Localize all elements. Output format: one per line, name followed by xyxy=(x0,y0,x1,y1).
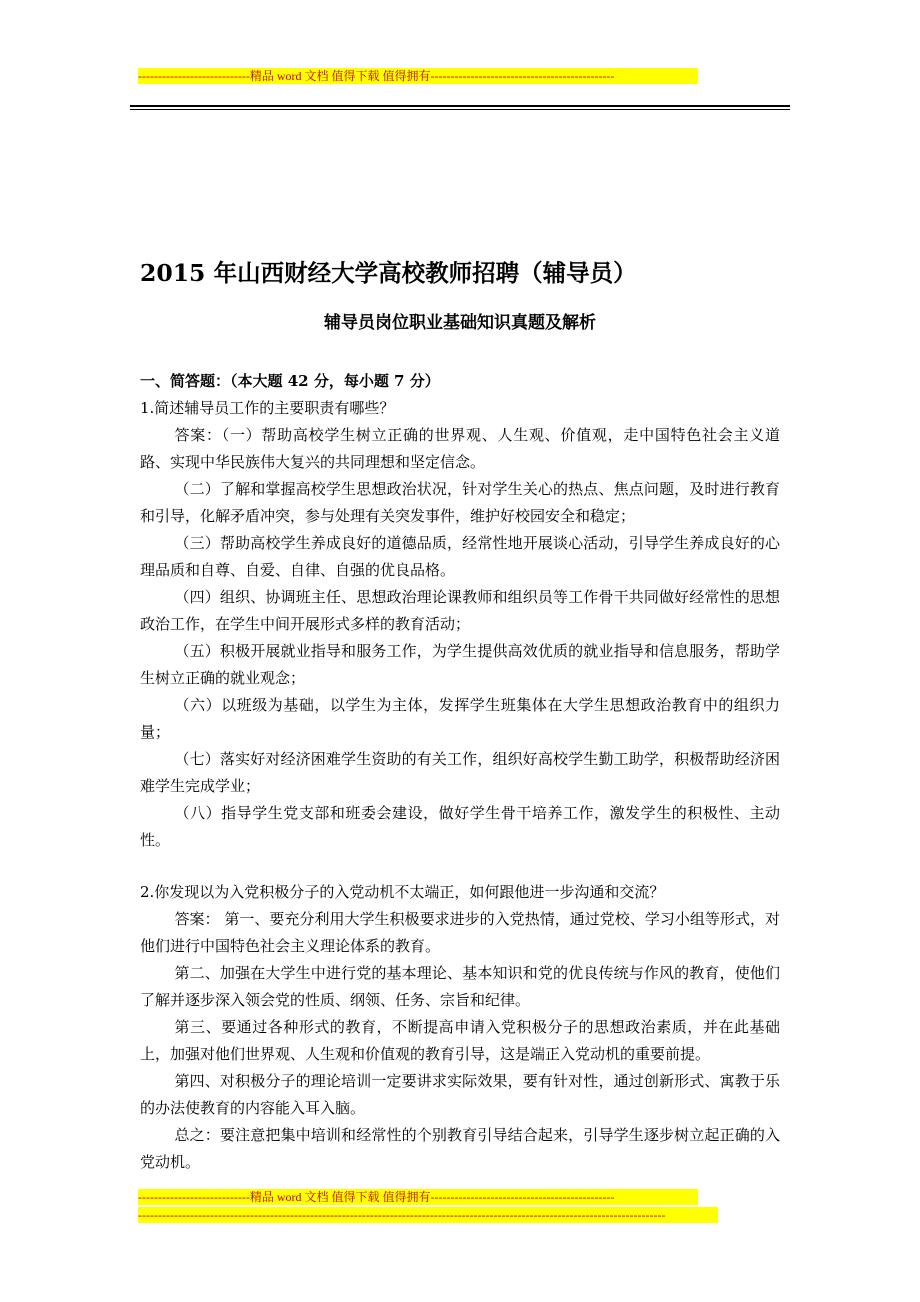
header-watermark-banner: ----------------------------精品 word 文档 值得下载 值得拥有---------------------------------------------- xyxy=(138,68,698,84)
q2-answer-paragraph: 总之：要注意把集中培训和经常性的个别教育引导结合起来，引导学生逐步树立起正确的入党动机。 xyxy=(140,1126,780,1171)
footer-watermark-banner: ----------------------------精品 word 文档 值得下载 值得拥有---------------------------------------------- xyxy=(138,1189,698,1205)
section-heading: 一、简答题：（本大题 42 分，每小题 7 分） xyxy=(140,372,440,390)
header-rule-thick xyxy=(130,105,790,107)
paragraph-spacer xyxy=(140,854,780,879)
q2-answer-paragraph: 第四、对积极分子的理论培训一定要讲求实际效果，要有针对性，通过创新形式、寓教于乐的办法使教育的内容能入耳入脑。 xyxy=(140,1072,780,1117)
document-title: 2015 年山西财经大学高校教师招聘（辅导员） xyxy=(140,259,637,287)
q2-answer-paragraph: 答案： 第一、要充分利用大学生积极要求进步的入党热情，通过党校、学习小组等形式，对他们进行中国特色社会主义理论体系的教育。 xyxy=(140,910,780,955)
q1-answer-paragraph: （五）积极开展就业指导和服务工作，为学生提供高效优质的就业指导和信息服务，帮助学生树立正确的就业观念； xyxy=(140,642,780,687)
q1-answer-paragraph: （二）了解和掌握高校学生思想政治状况，针对学生关心的热点、焦点问题，及时进行教育和引导，化解矛盾冲突，参与处理有关突发事件，维护好校园安全和稳定； xyxy=(140,480,780,525)
q2-answer-paragraph: 第二、加强在大学生中进行党的基本理论、基本知识和党的优良传统与作风的教育，使他们了解并逐步深入领会党的性质、纲领、任务、宗旨和纪律。 xyxy=(140,964,780,1009)
document-subtitle: 辅导员岗位职业基础知识真题及解析 xyxy=(324,313,596,333)
q2-answer-paragraph: 第三、要通过各种形式的教育，不断提高申请入党积极分子的思想政治素质，并在此基础上，加强对他们世界观、人生观和价值观的教育引导，这是端正入党动机的重要前提。 xyxy=(140,1018,780,1063)
q1-answer-paragraph: 答案：（一）帮助高校学生树立正确的世界观、人生观、价值观，走中国特色社会主义道路、实现中华民族伟大复兴的共同理想和坚定信念。 xyxy=(140,426,780,471)
footer-dash-line: ------------------------------------------------------------------------------------------------------------------------------------ xyxy=(138,1207,718,1223)
question-1: 1.简述辅导员工作的主要职责有哪些？ xyxy=(140,399,395,417)
document-body xyxy=(140,368,780,1176)
q1-answer-paragraph: （四）组织、协调班主任、思想政治理论课教师和组织员等工作骨干共同做好经常性的思想政治工作，在学生中间开展形式多样的教育活动； xyxy=(140,588,780,633)
q1-answer-paragraph: （六）以班级为基础，以学生为主体，发挥学生班集体在大学生思想政治教育中的组织力量； xyxy=(140,696,780,741)
q1-answer-paragraph: （三）帮助高校学生养成良好的道德品质，经常性地开展谈心活动，引导学生养成良好的心理品质和自尊、自爱、自律、自强的优良品格。 xyxy=(140,534,780,579)
q1-answer-paragraph: （七）落实好对经济困难学生资助的有关工作，组织好高校学生勤工助学，积极帮助经济困难学生完成学业； xyxy=(140,750,780,795)
question-2: 2.你发现以为入党积极分子的入党动机不太端正，如何跟他进一步沟通和交流？ xyxy=(140,883,665,901)
header-rule-thin xyxy=(130,109,790,110)
q1-answer-paragraph: （八）指导学生党支部和班委会建设，做好学生骨干培养工作，激发学生的积极性、主动性。 xyxy=(140,804,780,849)
